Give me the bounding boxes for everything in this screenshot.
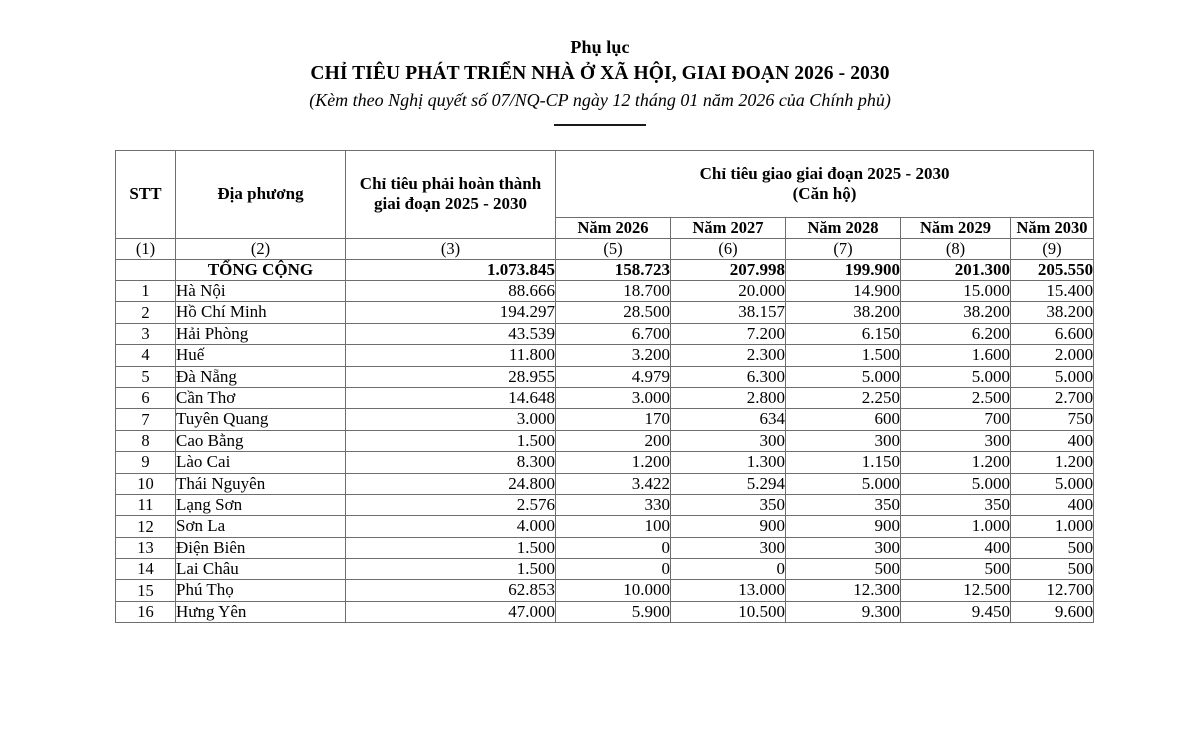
row-year-2028: 5.000 [786,473,901,494]
document-subtitle: (Kèm theo Nghị quyết số 07/NQ-CP ngày 12 tháng 01 năm 2026 của Chính phủ) [309,89,891,110]
appendix-label: Phụ lục [570,37,630,57]
row-year-2026: 5.900 [556,601,671,622]
row-year-2030: 9.600 [1011,601,1094,622]
row-year-2028: 38.200 [786,302,901,323]
row-locality: Hưng Yên [176,601,346,622]
row-year-2026: 170 [556,409,671,430]
row-year-2030: 400 [1011,494,1094,515]
table-row [116,537,1094,558]
row-year-2026: 1.200 [556,452,671,473]
row-year-2027: 300 [671,537,786,558]
row-year-2028: 6.150 [786,323,901,344]
row-year-2030: 15.400 [1011,280,1094,301]
row-target-total: 194.297 [346,302,556,323]
row-target-total: 2.576 [346,494,556,515]
table-row [116,323,1094,344]
colref-7: (7) [786,238,901,259]
row-year-2026: 3.200 [556,345,671,366]
row-stt: 13 [116,537,176,558]
row-year-2029: 15.000 [901,280,1011,301]
row-target-total: 8.300 [346,452,556,473]
total-row [116,259,1094,280]
row-locality: Lào Cai [176,452,346,473]
row-year-2027: 2.300 [671,345,786,366]
row-target-total: 11.800 [346,345,556,366]
row-year-2030: 500 [1011,537,1094,558]
header-row-primary [116,151,1094,218]
report-table [115,150,1094,623]
row-stt: 9 [116,452,176,473]
row-stt: 5 [116,366,176,387]
table-row [116,387,1094,408]
table-row [116,452,1094,473]
row-stt: 14 [116,559,176,580]
colref-9: (9) [1011,238,1094,259]
row-target-total: 28.955 [346,366,556,387]
row-target-total: 14.648 [346,387,556,408]
heading-divider-wrap [0,124,1200,126]
row-year-2026: 10.000 [556,580,671,601]
header-year-2027: Năm 2027 [671,218,786,239]
row-year-2028: 300 [786,430,901,451]
colref-5: (5) [556,238,671,259]
row-year-2026: 4.979 [556,366,671,387]
total-row-year-2029: 201.300 [901,259,1011,280]
header-year-2030: Năm 2030 [1011,218,1094,239]
row-year-2027: 634 [671,409,786,430]
row-stt: 2 [116,302,176,323]
row-stt: 6 [116,387,176,408]
row-stt: 3 [116,323,176,344]
row-year-2026: 0 [556,537,671,558]
row-year-2028: 12.300 [786,580,901,601]
row-year-2030: 12.700 [1011,580,1094,601]
row-year-2027: 7.200 [671,323,786,344]
header-stt: STT [116,151,176,239]
row-year-2029: 2.500 [901,387,1011,408]
row-year-2026: 28.500 [556,302,671,323]
row-year-2028: 1.150 [786,452,901,473]
row-locality: Cần Thơ [176,387,346,408]
table-head [116,151,1094,239]
row-year-2026: 200 [556,430,671,451]
row-target-total: 1.500 [346,430,556,451]
row-year-2030: 750 [1011,409,1094,430]
row-year-2030: 5.000 [1011,366,1094,387]
row-locality: Đà Nẵng [176,366,346,387]
row-target-total: 24.800 [346,473,556,494]
row-year-2029: 400 [901,537,1011,558]
row-year-2028: 900 [786,516,901,537]
row-year-2027: 900 [671,516,786,537]
row-year-2030: 500 [1011,559,1094,580]
total-row-year-2027: 207.998 [671,259,786,280]
row-year-2026: 3.000 [556,387,671,408]
row-year-2029: 9.450 [901,601,1011,622]
row-year-2029: 12.500 [901,580,1011,601]
row-target-total: 47.000 [346,601,556,622]
row-year-2028: 2.250 [786,387,901,408]
header-assigned-group-unit: (Căn hộ) [792,184,857,203]
row-year-2026: 18.700 [556,280,671,301]
row-year-2028: 14.900 [786,280,901,301]
row-year-2028: 500 [786,559,901,580]
row-year-2029: 5.000 [901,473,1011,494]
row-year-2028: 1.500 [786,345,901,366]
table-row [116,494,1094,515]
row-year-2028: 350 [786,494,901,515]
row-year-2029: 300 [901,430,1011,451]
row-stt: 16 [116,601,176,622]
table-row [116,302,1094,323]
row-year-2026: 100 [556,516,671,537]
row-locality: Phú Thọ [176,580,346,601]
row-year-2029: 1.600 [901,345,1011,366]
total-row-target-total: 1.073.845 [346,259,556,280]
row-locality: Hồ Chí Minh [176,302,346,323]
row-year-2027: 5.294 [671,473,786,494]
row-locality: Hà Nội [176,280,346,301]
table-row [116,580,1094,601]
row-locality: Điện Biên [176,537,346,558]
colref-6: (6) [671,238,786,259]
row-target-total: 88.666 [346,280,556,301]
row-year-2029: 700 [901,409,1011,430]
row-target-total: 1.500 [346,559,556,580]
row-year-2028: 300 [786,537,901,558]
row-year-2027: 1.300 [671,452,786,473]
header-year-2029: Năm 2029 [901,218,1011,239]
total-row-stt [116,259,176,280]
row-year-2030: 2.700 [1011,387,1094,408]
row-stt: 11 [116,494,176,515]
row-year-2028: 9.300 [786,601,901,622]
row-year-2026: 0 [556,559,671,580]
row-year-2029: 1.200 [901,452,1011,473]
row-year-2029: 6.200 [901,323,1011,344]
row-locality: Huế [176,345,346,366]
row-locality: Hải Phòng [176,323,346,344]
colref-1: (1) [116,238,176,259]
row-year-2029: 38.200 [901,302,1011,323]
colref-3: (3) [346,238,556,259]
row-target-total: 3.000 [346,409,556,430]
row-year-2028: 5.000 [786,366,901,387]
total-row-year-2026: 158.723 [556,259,671,280]
row-year-2029: 5.000 [901,366,1011,387]
row-year-2027: 0 [671,559,786,580]
row-target-total: 62.853 [346,580,556,601]
row-year-2027: 20.000 [671,280,786,301]
header-locality: Địa phương [176,151,346,239]
row-year-2027: 350 [671,494,786,515]
row-locality: Lạng Sơn [176,494,346,515]
table-row [116,559,1094,580]
report-table-wrap [115,150,1093,623]
table-row [116,516,1094,537]
row-year-2026: 330 [556,494,671,515]
row-locality: Thái Nguyên [176,473,346,494]
total-row-year-2030: 205.550 [1011,259,1094,280]
header-year-2026: Năm 2026 [556,218,671,239]
row-year-2030: 6.600 [1011,323,1094,344]
row-target-total: 4.000 [346,516,556,537]
row-stt: 1 [116,280,176,301]
row-year-2029: 500 [901,559,1011,580]
row-locality: Lai Châu [176,559,346,580]
heading-divider [554,124,646,126]
table-body [116,238,1094,622]
row-year-2027: 6.300 [671,366,786,387]
row-year-2026: 6.700 [556,323,671,344]
row-year-2027: 300 [671,430,786,451]
table-row [116,280,1094,301]
row-locality: Tuyên Quang [176,409,346,430]
row-year-2030: 5.000 [1011,473,1094,494]
row-year-2027: 13.000 [671,580,786,601]
row-year-2027: 38.157 [671,302,786,323]
row-locality: Cao Bằng [176,430,346,451]
table-row [116,366,1094,387]
row-year-2029: 1.000 [901,516,1011,537]
colref-2: (2) [176,238,346,259]
row-year-2030: 400 [1011,430,1094,451]
row-year-2026: 3.422 [556,473,671,494]
row-stt: 7 [116,409,176,430]
table-row [116,345,1094,366]
row-year-2030: 1.000 [1011,516,1094,537]
row-target-total: 43.539 [346,323,556,344]
row-year-2027: 2.800 [671,387,786,408]
row-year-2030: 38.200 [1011,302,1094,323]
header-assigned-group [556,151,1094,218]
colref-8: (8) [901,238,1011,259]
document-heading [0,0,1200,126]
header-year-2028: Năm 2028 [786,218,901,239]
row-stt: 10 [116,473,176,494]
table-row [116,473,1094,494]
row-year-2027: 10.500 [671,601,786,622]
row-year-2030: 2.000 [1011,345,1094,366]
row-year-2028: 600 [786,409,901,430]
row-stt: 12 [116,516,176,537]
page-title: CHỈ TIÊU PHÁT TRIỂN NHÀ Ở XÃ HỘI, GIAI ĐOẠN 2026 - 2030 [310,62,890,84]
row-target-total: 1.500 [346,537,556,558]
table-row [116,601,1094,622]
table-row [116,409,1094,430]
table-row [116,430,1094,451]
row-year-2029: 350 [901,494,1011,515]
row-stt: 8 [116,430,176,451]
row-stt: 15 [116,580,176,601]
total-row-year-2028: 199.900 [786,259,901,280]
total-row-label: TỔNG CỘNG [176,259,346,280]
header-target-total: Chỉ tiêu phải hoàn thành giai đoạn 2025 - 2030 [346,151,556,239]
row-stt: 4 [116,345,176,366]
column-reference-row [116,238,1094,259]
row-year-2030: 1.200 [1011,452,1094,473]
row-locality: Sơn La [176,516,346,537]
header-assigned-group-title: Chỉ tiêu giao giai đoạn 2025 - 2030 [699,163,950,183]
